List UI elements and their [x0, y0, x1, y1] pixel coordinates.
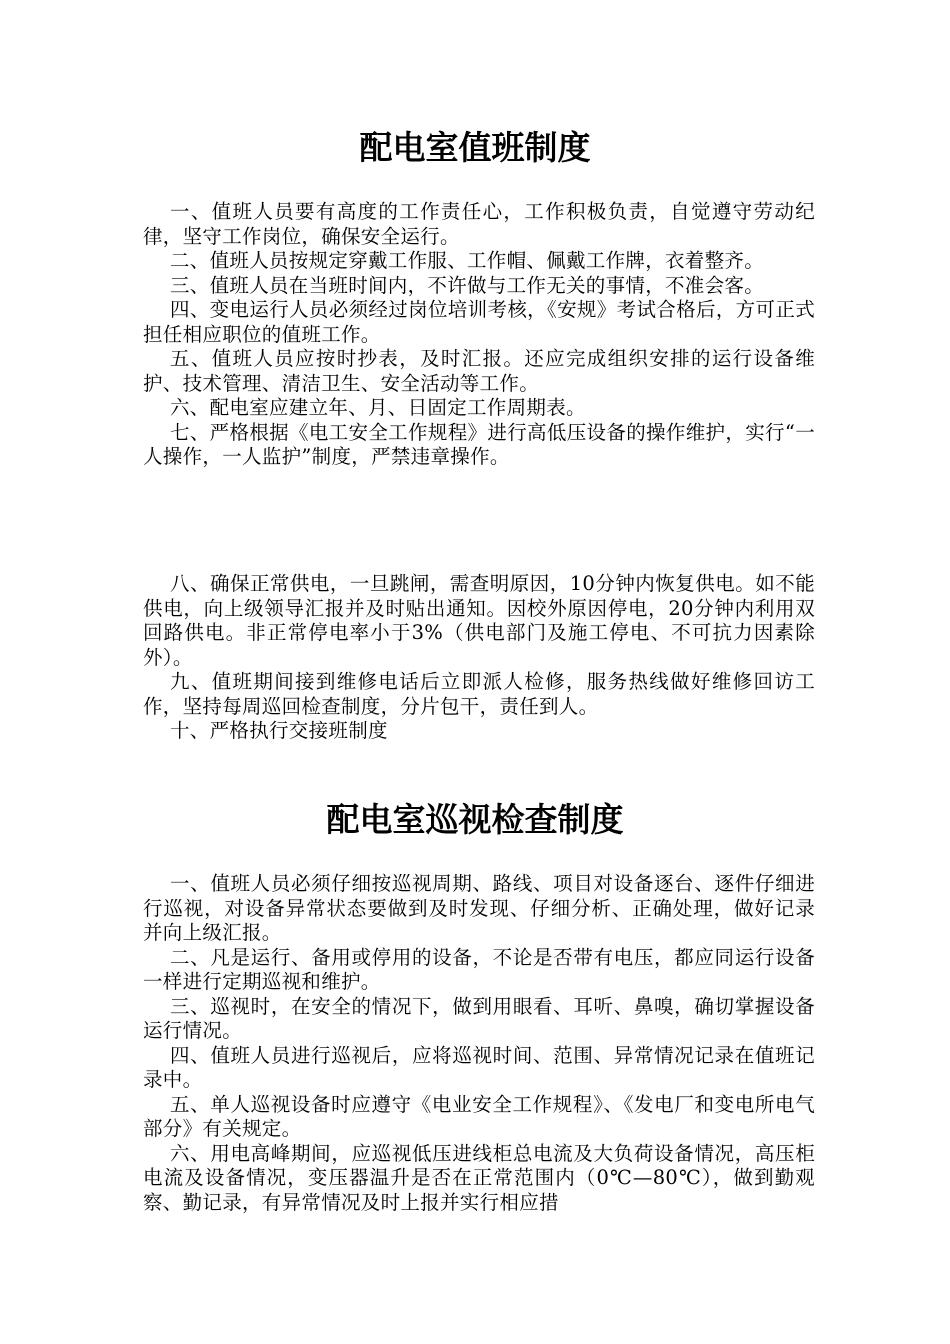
duty-rule-item-4: 四、变电运行人员必须经过岗位培训考核，《安规》考试合格后，方可正式担任相应职位的值班工作。: [143, 298, 815, 346]
inspection-rule-item-6: 六、用电高峰期间，应巡视低压进线柜总电流及大负荷设备情况，高压柜电流及设备情况，变压器温升是否在正常范围内（0℃—80℃），做到勤观察、勤记录，有异常情况及时上报并实行相应措: [143, 1141, 815, 1214]
inspection-rule-item-2: 二、凡是运行、备用或停用的设备，不论是否带有电压，都应同运行设备一样进行定期巡视和维护。: [143, 945, 815, 993]
document-title-duty-rules: 配电室值班制度: [359, 128, 591, 167]
inspection-rule-item-1: 一、值班人员必须仔细按巡视周期、路线、项目对设备逐台、逐件仔细进行巡视，对设备异常状态要做到及时发现、仔细分析、正确处理，做好记录并向上级汇报。: [143, 872, 815, 944]
duty-rule-item-2: 二、值班人员按规定穿戴工作服、工作帽、佩戴工作牌，衣着整齐。: [170, 249, 765, 272]
duty-rule-item-3: 三、值班人员在当班时间内，不许做与工作无关的事情，不准会客。: [170, 273, 765, 297]
inspection-rules-section: [143, 872, 815, 1215]
inspection-rule-item-4: 四、值班人员进行巡视后，应将巡视时间、范围、异常情况记录在值班记录中。: [143, 1043, 815, 1091]
document-title-inspection-rules: 配电室巡视检查制度: [326, 800, 624, 839]
duty-rule-item-10: 十、严格执行交接班制度: [170, 719, 388, 742]
inspection-rule-item-3: 三、巡视时，在安全的情况下，做到用眼看、耳听、鼻嗅，确切掌握设备运行情况。: [143, 994, 815, 1042]
duty-rule-item-5: 五、值班人员应按时抄表，及时汇报。还应完成组织安排的运行设备维护、技术管理、清洁卫生、安全活动等工作。: [143, 347, 815, 395]
duty-rule-item-8: 八、确保正常供电，一旦跳闸，需查明原因，10分钟内恢复供电。如不能供电，向上级领导汇报并及时贴出通知。因校外原因停电，20分钟内利用双回路供电。非正常停电率小于3%（供电部门及施工停电、不可抗力因素除外）。: [143, 572, 815, 669]
duty-rule-item-1: 一、值班人员要有高度的工作责任心，工作积极负责，自觉遵守劳动纪律，坚守工作岗位，确保安全运行。: [143, 200, 815, 248]
duty-rule-item-6: 六、配电室应建立年、月、日固定工作周期表。: [170, 396, 586, 419]
duty-rules-section-part1: [143, 200, 815, 470]
duty-rule-item-9: 九、值班期间接到维修电话后立即派人检修，服务热线做好维修回访工作，坚持每周巡回检查制度，分片包干，责任到人。: [143, 670, 815, 718]
inspection-rule-item-5: 五、单人巡视设备时应遵守《电业安全工作规程》、《发电厂和变电所电气部分》有关规定。: [143, 1092, 815, 1140]
duty-rules-section-part2: [143, 572, 815, 744]
duty-rule-item-7: 七、严格根据《电工安全工作规程》进行高低压设备的操作维护，实行“一人操作，一人监护”制度，严禁违章操作。: [143, 420, 815, 468]
